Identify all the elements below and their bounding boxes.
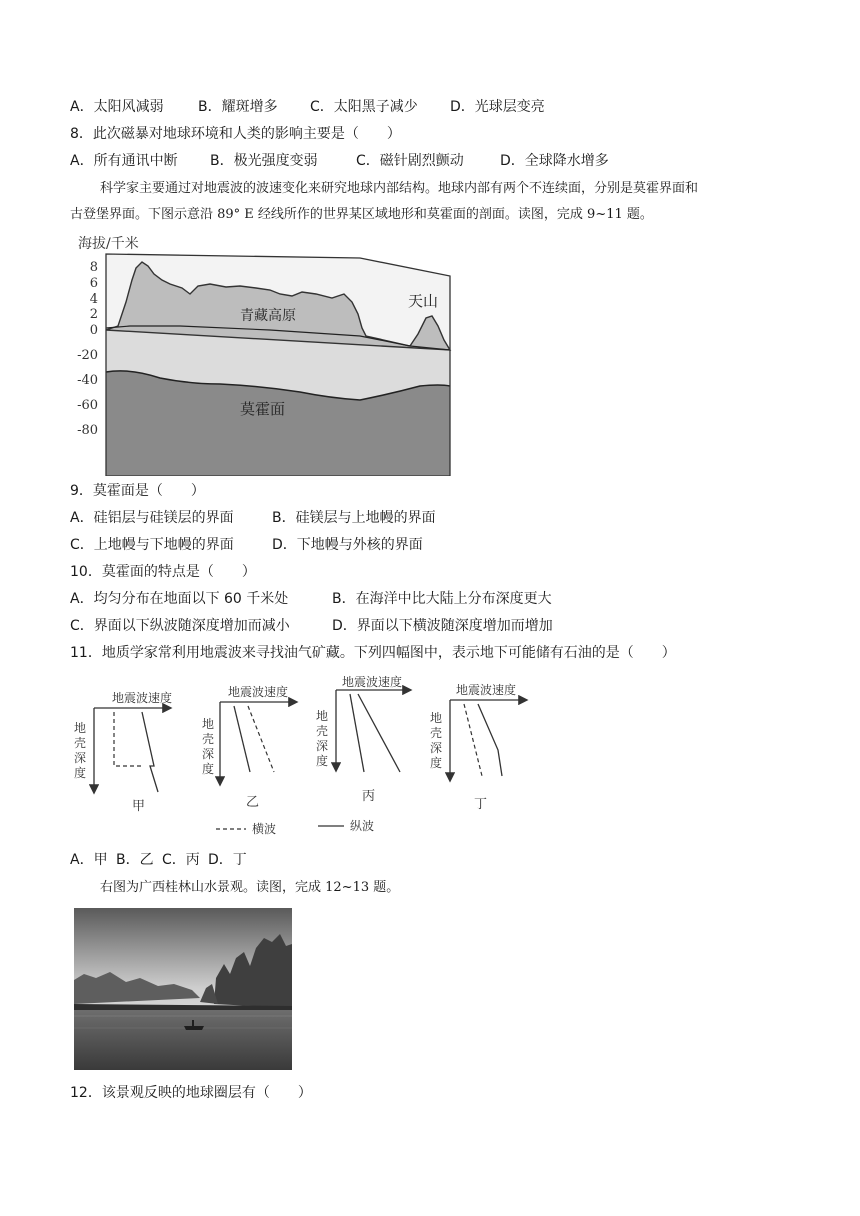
q11-option-b[interactable]: B．乙 [116, 852, 154, 868]
q11-option-d[interactable]: D．丁 [208, 852, 247, 868]
panel-ding-longitudinal [478, 704, 502, 776]
q8-options [70, 151, 609, 171]
panel-yi-x-label: 地震波速度 [228, 685, 289, 699]
q9-options-row2 [70, 535, 423, 555]
tick-0: 0 [89, 323, 98, 338]
q10-options-row1 [70, 589, 552, 609]
q11-stem: 11．地质学家常利用地震波来寻找油气矿藏。下列四幅图中，表示地下可能储有石油的是（ ） [70, 645, 676, 661]
moho-profile-figure [70, 232, 460, 476]
panel-yi [202, 684, 296, 810]
passage2-text: 右图为广西桂林山水景观。读图，完成 12~13 题。 [100, 880, 400, 895]
q8-option-b[interactable]: B．极光强度变弱 [210, 153, 318, 169]
label-plateau: 青藏高原 [240, 308, 296, 324]
q8-option-a[interactable]: A．所有通讯中断 [70, 153, 178, 169]
panel-bing-x-label: 地震波速度 [342, 675, 403, 689]
y-axis-title: 海拔/千米 [78, 236, 139, 252]
passage1-line1: 科学家主要通过对地震波的波速变化来研究地球内部结构。地球内部有两个不连续面，分别是莫霍界面和 [100, 181, 699, 196]
panel-jia-transverse [114, 712, 142, 766]
panel-ding-transverse [464, 704, 482, 776]
q10-option-c[interactable]: C．界面以下纵波随深度增加而减小 [70, 618, 290, 634]
svg-text:深: 深 [430, 741, 443, 755]
panel-bing-longitudinal-2 [358, 694, 400, 772]
svg-text:度: 度 [316, 754, 329, 768]
svg-text:深: 深 [316, 739, 329, 753]
q7-option-c[interactable]: C．太阳黑子减少 [310, 99, 418, 115]
q11-option-c[interactable]: C．丙 [162, 852, 200, 868]
svg-text:地: 地 [74, 721, 87, 735]
q9-option-b[interactable]: B．硅镁层与上地幔的界面 [272, 510, 436, 526]
y-axis-ticks [77, 260, 98, 438]
tick-4: 4 [89, 292, 98, 307]
svg-text:壳: 壳 [430, 726, 443, 740]
panel-ding [430, 682, 526, 812]
panel-jia-label: 甲 [132, 799, 146, 814]
q7-option-a[interactable]: A．太阳风减弱 [70, 99, 164, 115]
panel-yi-transverse [248, 706, 274, 772]
guilin-landscape-photo [74, 908, 292, 1070]
panel-jia-x-label: 地震波速度 [112, 691, 173, 705]
seismic-panels-figure [70, 672, 540, 842]
tick-neg20: -20 [77, 348, 98, 363]
q9-options-row1 [70, 508, 436, 528]
q7-option-b[interactable]: B．耀斑增多 [198, 99, 278, 115]
q9-option-c[interactable]: C．上地幔与下地幔的界面 [70, 537, 234, 553]
tick-neg40: -40 [77, 373, 98, 388]
q12-stem: 12．该景观反映的地球圈层有（ ） [70, 1085, 312, 1101]
q9-option-d[interactable]: D．下地幔与外核的界面 [272, 537, 423, 553]
q11-option-a[interactable]: A．甲 [70, 852, 108, 868]
svg-text:地: 地 [430, 711, 443, 725]
panel-jia [74, 690, 172, 814]
passage1-line2: 古登堡界面。下图示意沿 89° E 经线所作的世界某区域地形和莫霍面的剖面。读图，完成 9~11 题。 [70, 207, 653, 222]
legend-transverse: 横波 [252, 822, 277, 836]
panel-bing [316, 674, 410, 804]
tick-8: 8 [89, 260, 98, 275]
panel-ding-x-label: 地震波速度 [456, 683, 517, 697]
tick-6: 6 [89, 276, 98, 291]
q8-option-c[interactable]: C．磁针剧烈颤动 [356, 153, 464, 169]
q9-option-a[interactable]: A．硅铝层与硅镁层的界面 [70, 510, 234, 526]
svg-text:度: 度 [430, 756, 443, 770]
svg-text:深: 深 [74, 751, 87, 765]
q7-options [70, 97, 545, 117]
panel-bing-longitudinal-1 [350, 694, 364, 772]
q10-option-b[interactable]: B．在海洋中比大陆上分布深度更大 [332, 591, 552, 607]
label-tianshan: 天山 [408, 292, 439, 310]
legend-longitudinal: 纵波 [350, 819, 375, 833]
panel-ding-label: 丁 [474, 797, 488, 812]
q9-stem: 9．莫霍面是（ ） [70, 483, 205, 499]
svg-text:度: 度 [202, 762, 215, 776]
svg-text:壳: 壳 [202, 732, 215, 746]
panel-bing-label: 丙 [362, 789, 376, 804]
panel-yi-label: 乙 [246, 795, 260, 810]
svg-text:度: 度 [74, 766, 87, 780]
svg-text:壳: 壳 [74, 736, 87, 750]
panel-yi-longitudinal [234, 706, 250, 772]
q10-options-row2 [70, 616, 553, 636]
seismic-legend [216, 818, 374, 836]
q8-option-d[interactable]: D．全球降水增多 [500, 153, 609, 169]
tick-2: 2 [89, 307, 98, 322]
q11-options [70, 850, 247, 870]
label-moho: 莫霍面 [240, 400, 286, 418]
tick-neg60: -60 [77, 398, 98, 413]
q10-stem: 10．莫霍面的特点是（ ） [70, 564, 256, 580]
q7-option-d[interactable]: D．光球层变亮 [450, 99, 545, 115]
tick-neg80: -80 [77, 423, 98, 438]
q10-option-a[interactable]: A．均匀分布在地面以下 60 千米处 [70, 591, 289, 607]
panel-jia-longitudinal [142, 712, 158, 792]
svg-text:深: 深 [202, 747, 215, 761]
q8-stem: 8．此次磁暴对地球环境和人类的影响主要是（ ） [70, 126, 401, 142]
svg-text:地: 地 [316, 709, 329, 723]
q10-option-d[interactable]: D．界面以下横波随深度增加而增加 [332, 618, 553, 634]
svg-text:壳: 壳 [316, 724, 329, 738]
svg-text:地: 地 [202, 717, 215, 731]
